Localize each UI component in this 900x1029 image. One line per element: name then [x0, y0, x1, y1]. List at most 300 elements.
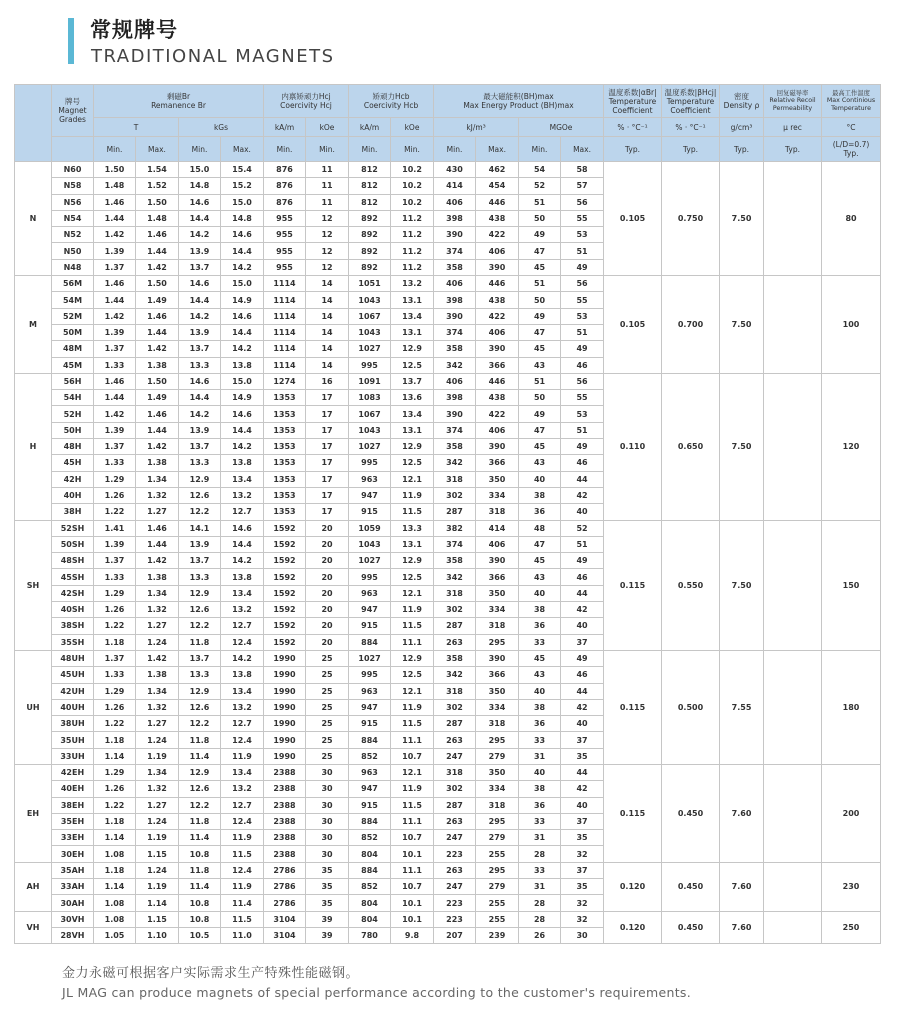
grade-cell: 48UH — [52, 650, 94, 666]
bh-mgoe-min: 45 — [519, 650, 561, 666]
br-t-min: 1.44 — [94, 210, 136, 226]
grade-cell: N54 — [52, 210, 94, 226]
bh-kjm3-max: 366 — [476, 569, 519, 585]
br-t-min: 1.37 — [94, 341, 136, 357]
recoil-cell — [764, 276, 822, 374]
hcb-koe-min: 11.2 — [391, 259, 434, 275]
hcb-koe-min: 13.7 — [391, 373, 434, 389]
bh-mgoe-max: 37 — [561, 813, 604, 829]
br-t-max: 1.50 — [136, 373, 179, 389]
title-accent-bar — [68, 18, 74, 64]
br-t-min: 1.18 — [94, 732, 136, 748]
unit-recoil: μ rec — [764, 118, 822, 137]
bh-mgoe-min: 31 — [519, 879, 561, 895]
br-kgs-min: 12.6 — [179, 781, 221, 797]
bh-kjm3-min: 318 — [434, 471, 476, 487]
grade-cell: 45UH — [52, 667, 94, 683]
hcj-kam-min: 1114 — [264, 357, 306, 373]
hcb-kam-min: 1027 — [349, 650, 391, 666]
br-t-min: 1.37 — [94, 650, 136, 666]
bh-kjm3-max: 414 — [476, 520, 519, 536]
br-kgs-min: 13.9 — [179, 422, 221, 438]
hcj-koe-min: 30 — [306, 830, 349, 846]
hcj-koe-min: 35 — [306, 862, 349, 878]
bh-mgoe-min: 48 — [519, 520, 561, 536]
br-kgs-max: 11.4 — [221, 895, 264, 911]
br-kgs-max: 12.7 — [221, 797, 264, 813]
br-t-max: 1.42 — [136, 259, 179, 275]
unit-mgoe: MGOe — [519, 118, 604, 137]
temp-coef-hcj-cell: 0.550 — [662, 520, 720, 650]
bh-mgoe-min: 51 — [519, 276, 561, 292]
bh-mgoe-max: 32 — [561, 895, 604, 911]
hcj-kam-min: 1353 — [264, 422, 306, 438]
bh-mgoe-max: 32 — [561, 846, 604, 862]
subheader-max: Max. — [221, 137, 264, 162]
bh-mgoe-max: 57 — [561, 178, 604, 194]
grade-cell: 54H — [52, 390, 94, 406]
hcj-kam-min: 1990 — [264, 667, 306, 683]
br-kgs-max: 14.6 — [221, 520, 264, 536]
grade-cell: 35AH — [52, 862, 94, 878]
br-kgs-max: 13.4 — [221, 585, 264, 601]
br-t-min: 1.26 — [94, 699, 136, 715]
br-t-max: 1.24 — [136, 732, 179, 748]
br-kgs-max: 15.0 — [221, 373, 264, 389]
page-title-en: TRADITIONAL MAGNETS — [91, 46, 335, 67]
br-t-min: 1.29 — [94, 683, 136, 699]
bh-kjm3-max: 446 — [476, 373, 519, 389]
hcj-kam-min: 1592 — [264, 520, 306, 536]
hcj-koe-min: 25 — [306, 716, 349, 732]
hcb-kam-min: 963 — [349, 471, 391, 487]
br-kgs-min: 14.2 — [179, 406, 221, 422]
bh-kjm3-max: 390 — [476, 439, 519, 455]
hcj-koe-min: 12 — [306, 243, 349, 259]
bh-mgoe-min: 45 — [519, 259, 561, 275]
bh-kjm3-max: 255 — [476, 911, 519, 927]
subheader-typ: Typ. — [720, 137, 764, 162]
bh-mgoe-max: 46 — [561, 667, 604, 683]
br-kgs-min: 13.7 — [179, 553, 221, 569]
br-kgs-max: 12.4 — [221, 813, 264, 829]
br-t-min: 1.48 — [94, 178, 136, 194]
header-energy-product: 最大磁能积(BH)max Max Energy Product (BH)max — [434, 85, 604, 118]
br-t-min: 1.18 — [94, 813, 136, 829]
br-kgs-min: 10.5 — [179, 927, 221, 943]
br-t-min: 1.39 — [94, 324, 136, 340]
br-t-max: 1.32 — [136, 487, 179, 503]
bh-mgoe-min: 49 — [519, 406, 561, 422]
br-kgs-min: 13.3 — [179, 455, 221, 471]
hcj-kam-min: 1114 — [264, 341, 306, 357]
bh-kjm3-min: 302 — [434, 487, 476, 503]
bh-kjm3-max: 334 — [476, 781, 519, 797]
bh-kjm3-max: 454 — [476, 178, 519, 194]
grade-cell: 50SH — [52, 536, 94, 552]
br-kgs-max: 14.2 — [221, 439, 264, 455]
br-t-max: 1.46 — [136, 406, 179, 422]
bh-kjm3-max: 350 — [476, 471, 519, 487]
br-t-max: 1.19 — [136, 830, 179, 846]
br-kgs-min: 14.8 — [179, 178, 221, 194]
table-body — [15, 162, 881, 944]
hcb-koe-min: 10.7 — [391, 830, 434, 846]
br-t-max: 1.54 — [136, 162, 179, 178]
br-t-min: 1.41 — [94, 520, 136, 536]
hcj-kam-min: 876 — [264, 194, 306, 210]
hcb-koe-min: 11.5 — [391, 716, 434, 732]
br-t-min: 1.14 — [94, 879, 136, 895]
br-kgs-max: 14.9 — [221, 390, 264, 406]
br-kgs-max: 14.2 — [221, 650, 264, 666]
hcb-kam-min: 915 — [349, 797, 391, 813]
bh-kjm3-max: 438 — [476, 210, 519, 226]
max-temp-cell: 100 — [822, 276, 881, 374]
hcb-kam-min: 963 — [349, 764, 391, 780]
bh-kjm3-min: 223 — [434, 895, 476, 911]
br-kgs-max: 15.0 — [221, 194, 264, 210]
unit-kjm3: kJ/m³ — [434, 118, 519, 137]
grade-cell: 40UH — [52, 699, 94, 715]
magnet-grades-table — [14, 84, 881, 944]
hcb-kam-min: 852 — [349, 748, 391, 764]
subheader-max: Max. — [136, 137, 179, 162]
bh-mgoe-min: 36 — [519, 797, 561, 813]
br-kgs-max: 11.9 — [221, 879, 264, 895]
hcj-kam-min: 3104 — [264, 927, 306, 943]
bh-kjm3-min: 398 — [434, 390, 476, 406]
bh-kjm3-min: 263 — [434, 732, 476, 748]
bh-kjm3-max: 295 — [476, 732, 519, 748]
br-t-min: 1.05 — [94, 927, 136, 943]
hcj-koe-min: 39 — [306, 927, 349, 943]
br-kgs-max: 12.7 — [221, 504, 264, 520]
hcj-koe-min: 17 — [306, 504, 349, 520]
temp-coef-br-cell: 0.105 — [604, 276, 662, 374]
br-t-min: 1.29 — [94, 471, 136, 487]
br-t-min: 1.37 — [94, 259, 136, 275]
bh-mgoe-max: 51 — [561, 536, 604, 552]
hcb-kam-min: 1043 — [349, 422, 391, 438]
br-t-min: 1.37 — [94, 439, 136, 455]
hcj-kam-min: 1114 — [264, 308, 306, 324]
bh-kjm3-min: 287 — [434, 797, 476, 813]
hcb-kam-min: 804 — [349, 846, 391, 862]
br-t-max: 1.24 — [136, 862, 179, 878]
br-kgs-min: 11.4 — [179, 830, 221, 846]
bh-mgoe-min: 26 — [519, 927, 561, 943]
bh-mgoe-min: 33 — [519, 813, 561, 829]
hcb-kam-min: 1083 — [349, 390, 391, 406]
br-kgs-max: 14.4 — [221, 536, 264, 552]
density-cell: 7.60 — [720, 862, 764, 911]
br-kgs-max: 13.8 — [221, 357, 264, 373]
hcb-koe-min: 13.4 — [391, 406, 434, 422]
bh-kjm3-max: 422 — [476, 406, 519, 422]
density-cell: 7.50 — [720, 520, 764, 650]
hcb-kam-min: 1043 — [349, 536, 391, 552]
hcj-koe-min: 14 — [306, 341, 349, 357]
grade-cell: N60 — [52, 162, 94, 178]
bh-kjm3-max: 406 — [476, 422, 519, 438]
bh-mgoe-min: 43 — [519, 455, 561, 471]
bh-kjm3-max: 422 — [476, 308, 519, 324]
br-t-min: 1.39 — [94, 536, 136, 552]
bh-kjm3-min: 342 — [434, 667, 476, 683]
subheader-typ: Typ. — [604, 137, 662, 162]
br-t-min: 1.08 — [94, 895, 136, 911]
bh-kjm3-min: 430 — [434, 162, 476, 178]
hcb-koe-min: 13.2 — [391, 276, 434, 292]
br-t-max: 1.46 — [136, 227, 179, 243]
bh-mgoe-min: 31 — [519, 830, 561, 846]
hcj-koe-min: 17 — [306, 487, 349, 503]
br-t-min: 1.22 — [94, 797, 136, 813]
br-t-min: 1.08 — [94, 846, 136, 862]
br-t-max: 1.34 — [136, 683, 179, 699]
bh-mgoe-max: 30 — [561, 927, 604, 943]
bh-kjm3-min: 406 — [434, 194, 476, 210]
bh-kjm3-min: 302 — [434, 781, 476, 797]
bh-mgoe-min: 47 — [519, 243, 561, 259]
bh-mgoe-max: 51 — [561, 422, 604, 438]
temp-coef-br-cell: 0.115 — [604, 764, 662, 862]
hcj-kam-min: 1274 — [264, 373, 306, 389]
bh-mgoe-max: 40 — [561, 618, 604, 634]
subheader-min: Min. — [264, 137, 306, 162]
br-t-min: 1.33 — [94, 667, 136, 683]
hcb-koe-min: 11.2 — [391, 227, 434, 243]
grade-cell: 48M — [52, 341, 94, 357]
hcb-kam-min: 963 — [349, 683, 391, 699]
br-t-min: 1.26 — [94, 602, 136, 618]
hcj-koe-min: 20 — [306, 536, 349, 552]
bh-kjm3-min: 263 — [434, 813, 476, 829]
temp-coef-hcj-cell: 0.450 — [662, 911, 720, 944]
br-t-min: 1.22 — [94, 618, 136, 634]
hcj-koe-min: 30 — [306, 846, 349, 862]
grade-cell: 45H — [52, 455, 94, 471]
br-t-min: 1.22 — [94, 504, 136, 520]
recoil-cell — [764, 911, 822, 944]
hcb-kam-min: 812 — [349, 178, 391, 194]
unit-tesla: T — [94, 118, 179, 137]
bh-kjm3-min: 318 — [434, 585, 476, 601]
br-kgs-min: 14.6 — [179, 194, 221, 210]
grade-cell: N48 — [52, 259, 94, 275]
hcj-kam-min: 1114 — [264, 276, 306, 292]
bh-kjm3-max: 350 — [476, 585, 519, 601]
br-t-min: 1.44 — [94, 390, 136, 406]
br-t-max: 1.27 — [136, 716, 179, 732]
hcj-kam-min: 2388 — [264, 830, 306, 846]
max-temp-cell: 120 — [822, 373, 881, 520]
br-kgs-max: 14.2 — [221, 259, 264, 275]
hcb-kam-min: 1027 — [349, 439, 391, 455]
hcb-kam-min: 1027 — [349, 341, 391, 357]
bh-mgoe-min: 28 — [519, 911, 561, 927]
bh-mgoe-min: 50 — [519, 292, 561, 308]
bh-kjm3-max: 334 — [476, 487, 519, 503]
temp-coef-hcj-cell: 0.500 — [662, 650, 720, 764]
hcb-kam-min: 892 — [349, 210, 391, 226]
br-kgs-max: 13.4 — [221, 471, 264, 487]
density-cell: 7.60 — [720, 764, 764, 862]
bh-kjm3-min: 390 — [434, 227, 476, 243]
bh-kjm3-min: 390 — [434, 406, 476, 422]
family-label: N — [15, 162, 52, 276]
bh-kjm3-max: 318 — [476, 618, 519, 634]
hcj-kam-min: 1114 — [264, 292, 306, 308]
grade-cell: 33EH — [52, 830, 94, 846]
hcj-koe-min: 20 — [306, 520, 349, 536]
br-kgs-max: 14.4 — [221, 422, 264, 438]
hcb-kam-min: 915 — [349, 716, 391, 732]
br-kgs-min: 14.4 — [179, 390, 221, 406]
temp-coef-br-cell: 0.115 — [604, 520, 662, 650]
hcj-kam-min: 1990 — [264, 699, 306, 715]
bh-mgoe-max: 49 — [561, 341, 604, 357]
bh-mgoe-min: 28 — [519, 895, 561, 911]
subheader-max: Max. — [476, 137, 519, 162]
family-label: VH — [15, 911, 52, 944]
bh-kjm3-max: 295 — [476, 862, 519, 878]
subheader-blank — [52, 137, 94, 162]
bh-mgoe-max: 32 — [561, 911, 604, 927]
bh-mgoe-max: 49 — [561, 650, 604, 666]
grade-cell: 38UH — [52, 716, 94, 732]
bh-mgoe-max: 51 — [561, 243, 604, 259]
br-kgs-min: 13.7 — [179, 259, 221, 275]
family-label: EH — [15, 764, 52, 862]
br-t-min: 1.33 — [94, 569, 136, 585]
hcj-kam-min: 1990 — [264, 650, 306, 666]
bh-kjm3-max: 334 — [476, 602, 519, 618]
hcj-koe-min: 12 — [306, 259, 349, 275]
max-temp-cell: 230 — [822, 862, 881, 911]
temp-coef-br-cell: 0.105 — [604, 162, 662, 276]
grade-cell: 42SH — [52, 585, 94, 601]
subheader-min: Min. — [519, 137, 561, 162]
subheader-typ: Typ. — [662, 137, 720, 162]
table-row — [15, 650, 881, 666]
hcj-kam-min: 1353 — [264, 439, 306, 455]
hcj-koe-min: 16 — [306, 373, 349, 389]
br-kgs-min: 10.8 — [179, 911, 221, 927]
br-t-max: 1.46 — [136, 308, 179, 324]
bh-kjm3-max: 279 — [476, 748, 519, 764]
grade-cell: 40EH — [52, 781, 94, 797]
hcb-koe-min: 11.5 — [391, 797, 434, 813]
br-t-min: 1.39 — [94, 243, 136, 259]
header-coercivity-hcb: 矫顽力Hcb Coercivity Hcb — [349, 85, 434, 118]
hcj-koe-min: 20 — [306, 634, 349, 650]
grade-cell: N52 — [52, 227, 94, 243]
bh-kjm3-min: 207 — [434, 927, 476, 943]
bh-mgoe-max: 56 — [561, 373, 604, 389]
bh-mgoe-min: 33 — [519, 732, 561, 748]
table-row — [15, 764, 881, 780]
hcb-koe-min: 12.5 — [391, 667, 434, 683]
hcj-kam-min: 2786 — [264, 879, 306, 895]
hcb-kam-min: 1067 — [349, 406, 391, 422]
bh-mgoe-max: 55 — [561, 210, 604, 226]
bh-mgoe-max: 53 — [561, 308, 604, 324]
bh-kjm3-max: 390 — [476, 650, 519, 666]
hcj-kam-min: 1592 — [264, 536, 306, 552]
hcj-koe-min: 35 — [306, 895, 349, 911]
family-label: AH — [15, 862, 52, 911]
grade-cell: 38EH — [52, 797, 94, 813]
br-t-max: 1.32 — [136, 781, 179, 797]
bh-kjm3-min: 398 — [434, 292, 476, 308]
br-kgs-max: 13.2 — [221, 487, 264, 503]
hcj-koe-min: 17 — [306, 422, 349, 438]
br-kgs-max: 14.4 — [221, 243, 264, 259]
bh-mgoe-max: 37 — [561, 732, 604, 748]
hcb-koe-min: 11.2 — [391, 210, 434, 226]
br-kgs-max: 11.0 — [221, 927, 264, 943]
hcb-koe-min: 13.6 — [391, 390, 434, 406]
bh-mgoe-max: 46 — [561, 455, 604, 471]
grade-cell: 30VH — [52, 911, 94, 927]
hcj-kam-min: 1353 — [264, 455, 306, 471]
br-kgs-min: 13.9 — [179, 243, 221, 259]
br-t-max: 1.32 — [136, 699, 179, 715]
br-kgs-min: 11.8 — [179, 732, 221, 748]
br-kgs-max: 11.9 — [221, 748, 264, 764]
subheader-max: Max. — [561, 137, 604, 162]
bh-kjm3-min: 342 — [434, 357, 476, 373]
unit-kam-hcj: kA/m — [264, 118, 306, 137]
br-t-max: 1.24 — [136, 813, 179, 829]
br-kgs-max: 13.2 — [221, 699, 264, 715]
br-t-max: 1.34 — [136, 764, 179, 780]
hcb-koe-min: 12.9 — [391, 650, 434, 666]
bh-kjm3-max: 350 — [476, 683, 519, 699]
br-t-min: 1.46 — [94, 373, 136, 389]
br-t-max: 1.34 — [136, 585, 179, 601]
hcj-kam-min: 1592 — [264, 602, 306, 618]
br-kgs-max: 14.8 — [221, 210, 264, 226]
unit-koe-hcb: kOe — [391, 118, 434, 137]
hcb-koe-min: 12.1 — [391, 764, 434, 780]
bh-kjm3-max: 406 — [476, 536, 519, 552]
bh-kjm3-min: 342 — [434, 569, 476, 585]
grade-cell: 52M — [52, 308, 94, 324]
hcj-kam-min: 2786 — [264, 862, 306, 878]
hcj-kam-min: 2388 — [264, 846, 306, 862]
hcj-koe-min: 12 — [306, 210, 349, 226]
density-cell: 7.50 — [720, 276, 764, 374]
br-t-min: 1.42 — [94, 308, 136, 324]
hcb-kam-min: 1051 — [349, 276, 391, 292]
unit-density: g/cm³ — [720, 118, 764, 137]
hcb-kam-min: 915 — [349, 504, 391, 520]
bh-kjm3-min: 358 — [434, 341, 476, 357]
hcj-kam-min: 1990 — [264, 683, 306, 699]
table-row — [15, 520, 881, 536]
bh-mgoe-min: 43 — [519, 357, 561, 373]
br-t-min: 1.26 — [94, 487, 136, 503]
br-kgs-min: 13.3 — [179, 667, 221, 683]
hcj-koe-min: 39 — [306, 911, 349, 927]
br-kgs-max: 13.2 — [221, 781, 264, 797]
bh-kjm3-max: 390 — [476, 259, 519, 275]
br-t-max: 1.10 — [136, 927, 179, 943]
br-kgs-min: 11.4 — [179, 748, 221, 764]
